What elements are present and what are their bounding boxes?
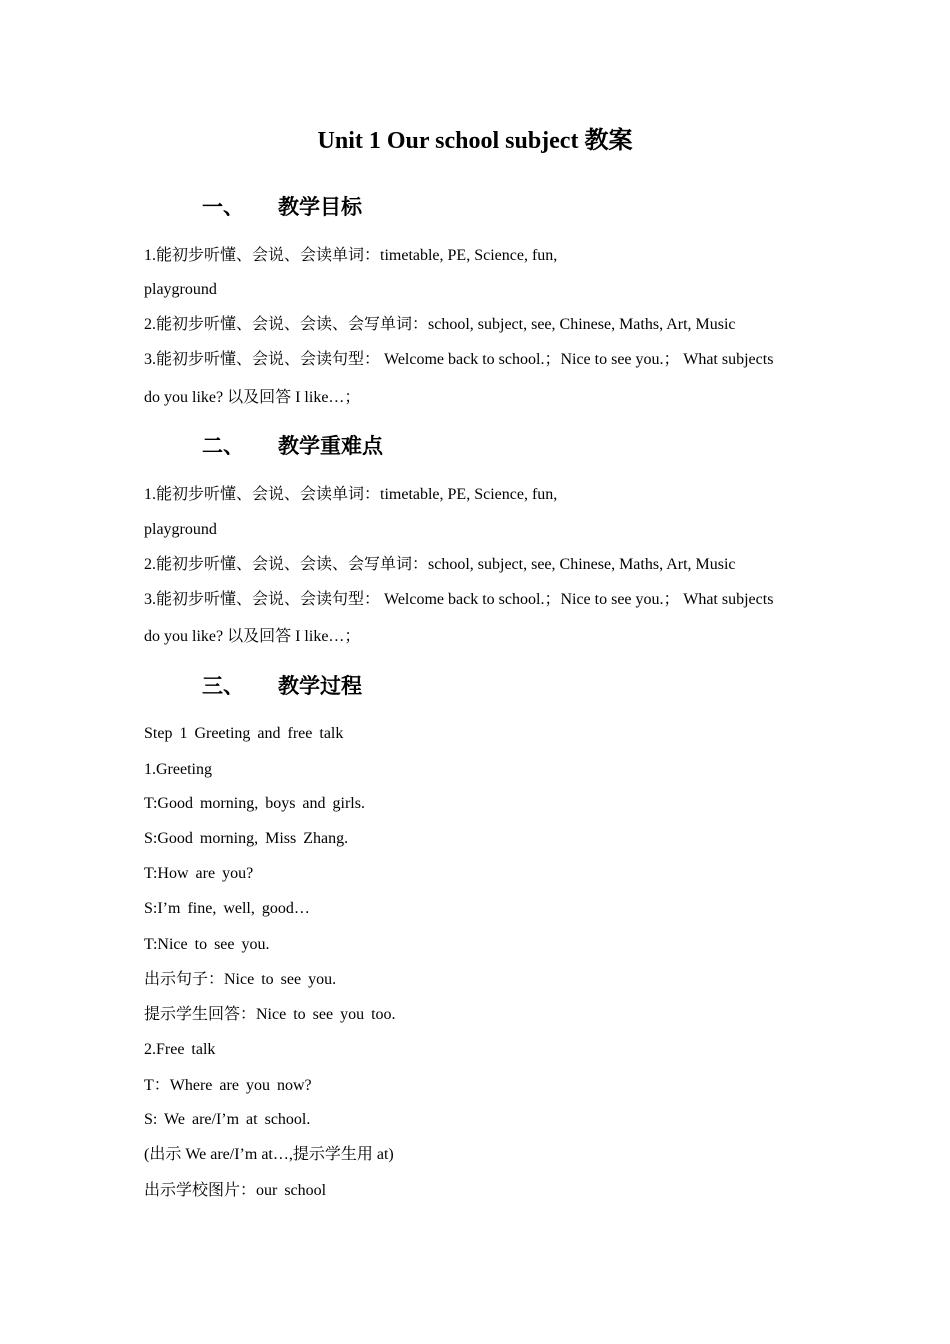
text-line: T:Good morning, boys and girls. xyxy=(144,795,365,812)
text-line: do you like? 以及回答 I like…； xyxy=(144,389,361,406)
text-line: 1.能初步听懂、会说、会读单词：timetable, PE, Science, fun, xyxy=(144,486,558,503)
text-line: 2.Free talk xyxy=(144,1041,216,1058)
text-line: playground xyxy=(144,521,217,538)
section-number: 二、 xyxy=(202,434,244,458)
text-line: playground xyxy=(144,281,217,298)
text-line: T：Where are you now? xyxy=(144,1077,312,1094)
text-line: T:Nice to see you. xyxy=(144,936,270,953)
section-title: 教学目标 xyxy=(278,195,362,219)
text-line: do you like? 以及回答 I like…； xyxy=(144,628,361,645)
text-line: 2.能初步听懂、会说、会读、会写单词：school, subject, see, Chinese, Maths, Art, Music xyxy=(144,316,736,333)
section-number: 一、 xyxy=(202,195,244,219)
section-number: 三、 xyxy=(202,674,244,698)
document-title: Unit 1 Our school subject 教案 xyxy=(317,128,633,154)
section-heading-procedure xyxy=(202,671,362,701)
section-title: 教学过程 xyxy=(278,674,362,698)
section-heading-objectives xyxy=(202,192,362,222)
text-line: S:Good morning, Miss Zhang. xyxy=(144,830,349,847)
text-line: 1.能初步听懂、会说、会读单词：timetable, PE, Science, fun, xyxy=(144,247,558,264)
text-line: 出示句子：Nice to see you. xyxy=(144,971,337,988)
text-line: Step 1 Greeting and free talk xyxy=(144,725,344,742)
section-title: 教学重难点 xyxy=(278,434,383,458)
text-line: T:How are you? xyxy=(144,865,254,882)
section-heading-key-points xyxy=(202,431,383,461)
text-line: 3.能初步听懂、会说、会读句型： Welcome back to school.；Nice to see you.； What subjects xyxy=(144,351,774,368)
text-line: 3.能初步听懂、会说、会读句型： Welcome back to school.；Nice to see you.； What subjects xyxy=(144,591,774,608)
text-line: 2.能初步听懂、会说、会读、会写单词：school, subject, see, Chinese, Maths, Art, Music xyxy=(144,556,736,573)
text-line: 1.Greeting xyxy=(144,761,212,778)
text-line: 出示学校图片：our school xyxy=(144,1182,327,1199)
text-line: 提示学生回答：Nice to see you too. xyxy=(144,1006,396,1023)
text-line: S: We are/I’m at school. xyxy=(144,1111,311,1128)
text-line: (出示 We are/I’m at…,提示学生用 at) xyxy=(144,1146,394,1163)
text-line: S:I’m fine, well, good… xyxy=(144,900,310,917)
